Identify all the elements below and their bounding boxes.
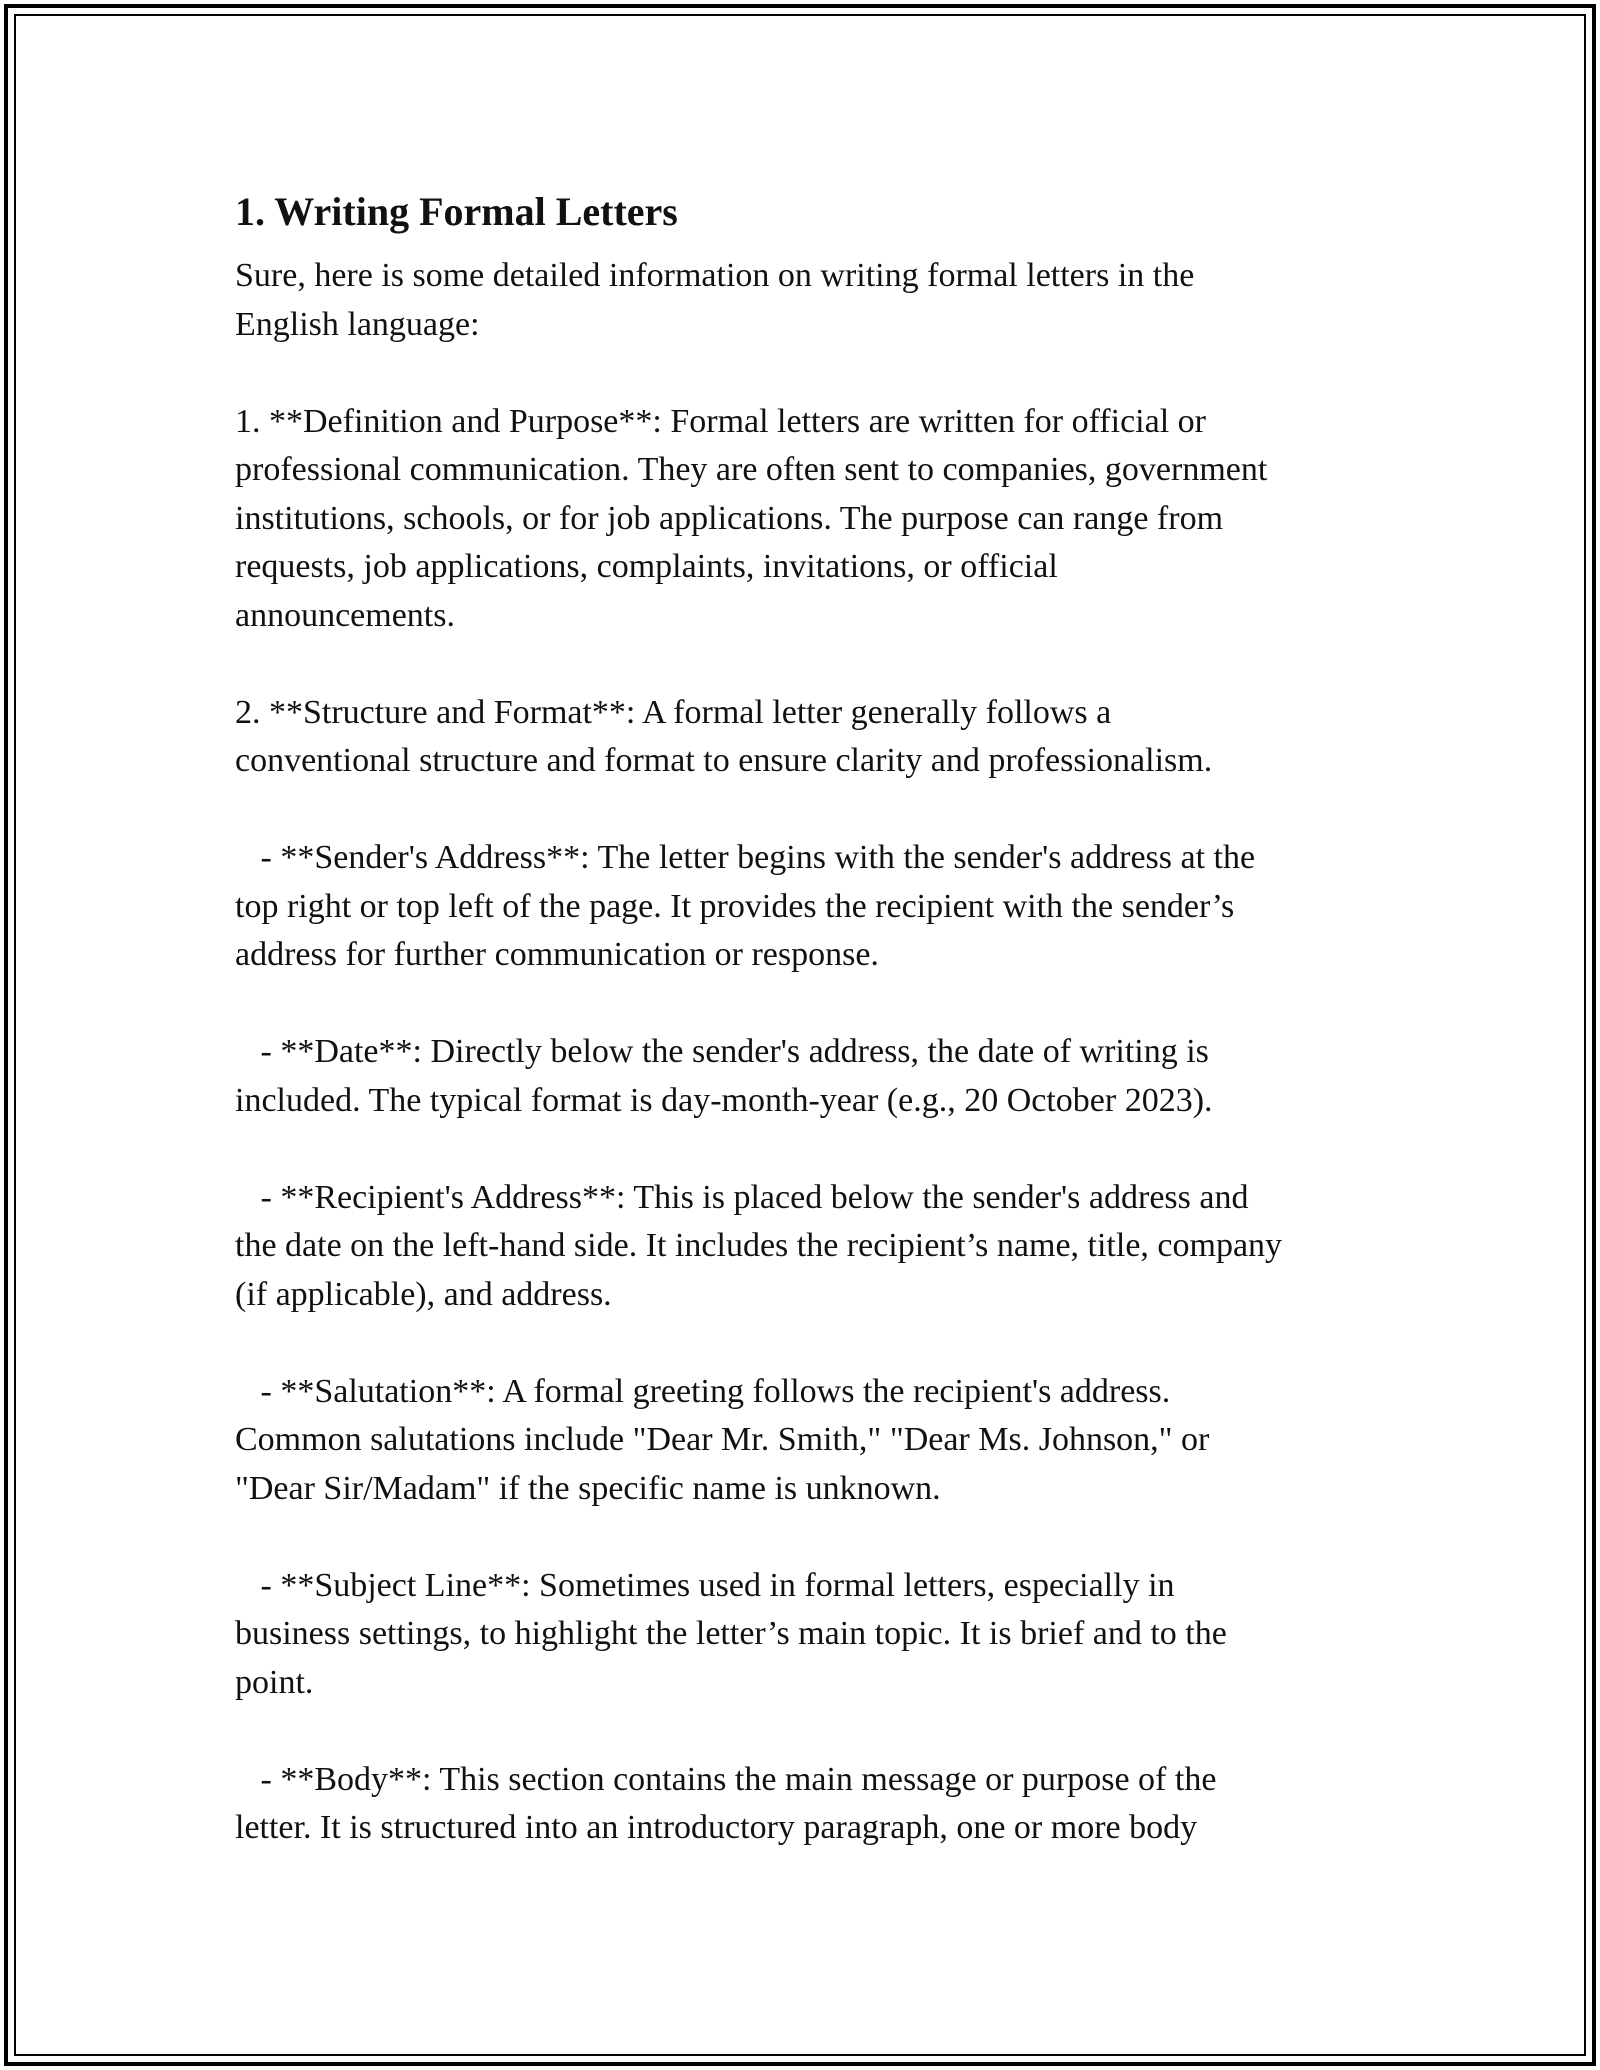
text-line: - **Recipient's Address**: This is placed below the sender's address and — [235, 1178, 1249, 1216]
text-line: conventional structure and format to ensure clarity and professionalism. — [235, 742, 1213, 779]
text-line: (if applicable), and address. — [235, 1275, 612, 1313]
text-line: address for further communication or response. — [235, 936, 879, 973]
text-line: professional communication. They are often sent to companies, government — [235, 451, 1268, 488]
salutation-paragraph — [235, 1368, 1375, 1514]
text-line: - **Subject Line**: Sometimes used in formal letters, especially in — [235, 1566, 1175, 1604]
text-line: top right or top left of the page. It provides the recipient with the sender’s — [235, 887, 1235, 925]
text-line: "Dear Sir/Madam" if the specific name is unknown. — [235, 1469, 941, 1507]
text-line: Sure, here is some detailed information on writing formal letters in the — [235, 257, 1195, 294]
text-line: letter. It is structured into an introductory paragraph, one or more body — [235, 1809, 1198, 1846]
text-line: business settings, to highlight the letter’s main topic. It is brief and to the — [235, 1615, 1227, 1652]
document-body — [235, 180, 1375, 1901]
text-line: - **Salutation**: A formal greeting follows the recipient's address. — [235, 1372, 1171, 1410]
text-line: point. — [235, 1663, 314, 1701]
body-paragraph — [235, 1756, 1375, 1853]
text-line: announcements. — [235, 596, 455, 634]
text-line: requests, job applications, complaints, invitations, or official — [235, 548, 1058, 585]
structure-paragraph — [235, 689, 1375, 786]
text-line: institutions, schools, or for job applications. The purpose can range from — [235, 499, 1224, 537]
intro-paragraph — [235, 252, 1375, 349]
text-line: the date on the left-hand side. It includes the recipient’s name, title, company — [235, 1227, 1283, 1264]
text-line: Common salutations include "Dear Mr. Smith," "Dear Ms. Johnson," or — [235, 1421, 1210, 1458]
subject-line-paragraph — [235, 1562, 1375, 1708]
definition-paragraph — [235, 398, 1375, 641]
text-line: 1. **Definition and Purpose**: Formal letters are written for official or — [235, 402, 1206, 440]
date-paragraph — [235, 1028, 1375, 1125]
recipient-address-paragraph — [235, 1174, 1375, 1320]
text-line: - **Body**: This section contains the main message or purpose of the — [235, 1760, 1217, 1798]
text-line: - **Date**: Directly below the sender's address, the date of writing is — [235, 1033, 1209, 1070]
text-line: included. The typical format is day-month-year (e.g., 20 October 2023). — [235, 1081, 1213, 1119]
sender-address-paragraph — [235, 834, 1375, 980]
text-line: 2. **Structure and Format**: A formal letter generally follows a — [235, 693, 1112, 731]
text-line: - **Sender's Address**: The letter begins with the sender's address at the — [235, 839, 1256, 876]
section-heading: 1. Writing Formal Letters — [235, 189, 678, 234]
text-line: English language: — [235, 305, 480, 343]
